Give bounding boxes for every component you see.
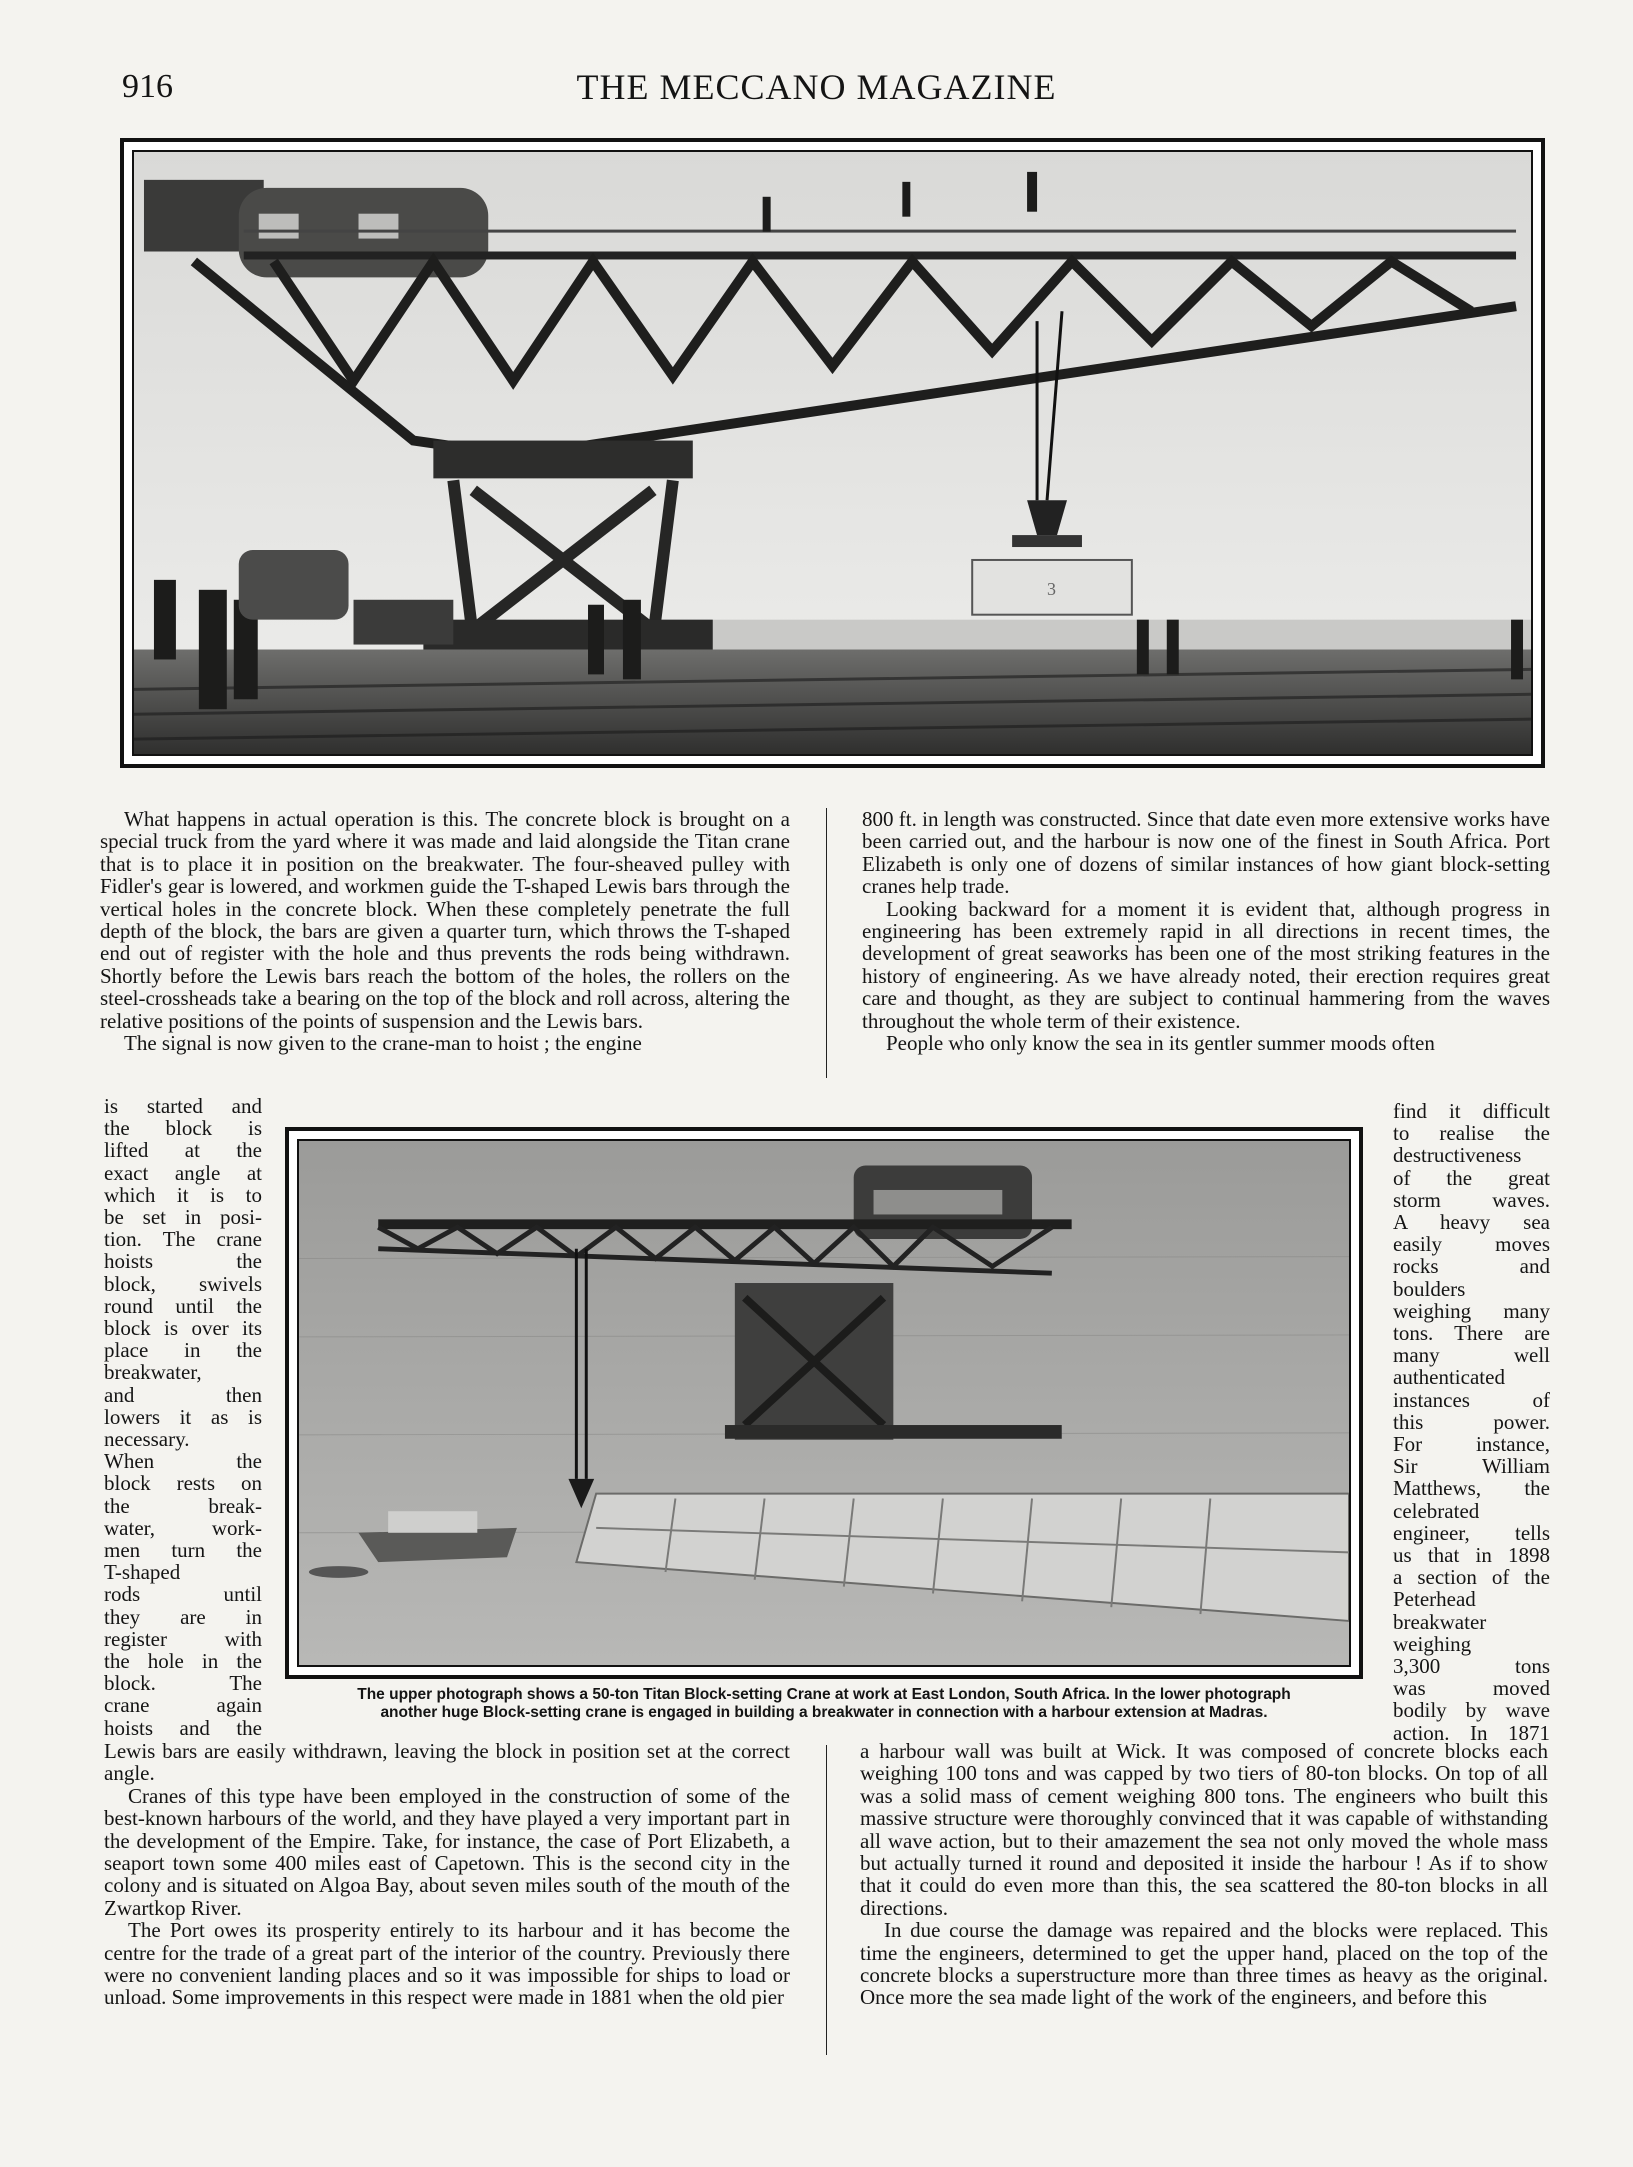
wrap-line: the hole in the	[104, 1649, 262, 1674]
wrap-line: storm waves.	[1393, 1187, 1550, 1212]
column-divider-top	[826, 808, 827, 1078]
wrap-line: T-shaped	[104, 1560, 181, 1585]
paragraph: Lewis bars are easily withdrawn, leaving the block in position set at the correct angle.	[104, 1739, 790, 1786]
wrap-line: the break-	[104, 1493, 262, 1518]
page-number: 916	[122, 68, 173, 105]
wrap-line: breakwater	[1393, 1609, 1487, 1634]
wrap-line: boulders	[1393, 1276, 1466, 1301]
column-1-top-text	[100, 808, 790, 1054]
wrap-line: they are in	[104, 1604, 262, 1629]
upper-photograph	[120, 138, 1545, 768]
wrap-line: Peterhead	[1393, 1587, 1476, 1612]
paragraph: a harbour wall was built at Wick. It was composed of concrete blocks each weighing 100 tons and was capped by two tiers of 80-ton blocks. On top of all was a solid mass of cement weighing 800 tons. The engineers who built this massive structure were thoroughly convinced that it was capable of withstanding all wave action, but to their amazement the sea not only moved the whole mass but actually turned it round and deposited it inside the harbour ! As if to show that it could do even more than this, the sea scattered the 80-ton blocks in all directions.	[860, 1739, 1548, 1920]
wrap-line: Matthews, the	[1393, 1476, 1550, 1501]
wrap-line: block. The	[104, 1671, 262, 1696]
magazine-title: THE MECCANO MAGAZINE	[576, 67, 1057, 107]
paragraph: The signal is now given to the crane-man to hoist ; the engine	[124, 1031, 642, 1056]
wrap-line: rocks and	[1393, 1254, 1550, 1279]
wrap-line: hoists and the	[104, 1715, 262, 1740]
wrap-line: weighing	[1393, 1631, 1472, 1656]
wrap-line: breakwater,	[104, 1360, 202, 1385]
wrap-line: tion. The crane	[104, 1227, 262, 1252]
wrap-line: the block is	[104, 1116, 262, 1141]
wrap-line: exact angle at	[104, 1160, 262, 1185]
wrap-line: round until the	[104, 1293, 262, 1318]
caption-line-1: The upper photograph shows a 50-ton Titan Block-setting Crane at work at East London, South Africa. In the lower photograph	[357, 1686, 1291, 1703]
column-2-bottom-text	[860, 1740, 1548, 2009]
column-2-wrapped-text	[1393, 1100, 1550, 1744]
wrap-line: authenticated	[1393, 1365, 1505, 1390]
wrap-line: block rests on	[104, 1471, 262, 1496]
photo-caption	[285, 1686, 1363, 1722]
titan-crane-illustration	[134, 152, 1531, 754]
wrap-line: action. In 1871	[1393, 1720, 1550, 1745]
wrap-line: lowers it as is	[104, 1404, 262, 1429]
caption-line-2: another huge Block-setting crane is engaged in building a breakwater in connection with a harbour extension at Madras.	[380, 1704, 1268, 1721]
wrap-line: lifted at the	[104, 1138, 262, 1163]
block-number-label: 3	[1047, 578, 1057, 599]
wrap-line: 3,300 tons	[1393, 1654, 1550, 1679]
wrap-line: tons. There are	[1393, 1321, 1550, 1346]
paragraph: The Port owes its prosperity entirely to its harbour and it has become the centre for the trade of a great part of the interior of the country. Previously there were no convenient landing places and so it was impossible for ships to load or unload. Some improvements in this respect were made in 1881 when the old pier	[104, 1918, 790, 2010]
paragraph: 800 ft. in length was constructed. Since that date even more extensive works have been carried out, and the harbour is now one of the finest in South Africa. Port Elizabeth is only one of dozens of similar instances of how giant block-setting cranes help trade.	[862, 807, 1550, 899]
wrap-line: When the	[104, 1449, 262, 1474]
wrap-line: For instance,	[1393, 1432, 1550, 1457]
column-1-wrapped-text	[104, 1095, 262, 1739]
wrap-line: find it difficult	[1393, 1099, 1550, 1123]
wrap-line: engineer, tells	[1393, 1520, 1550, 1545]
wrap-line: and then	[104, 1382, 262, 1407]
column-2-top-text	[862, 808, 1550, 1054]
wrap-line: this power.	[1393, 1409, 1550, 1434]
wrap-line: many well	[1393, 1343, 1550, 1368]
wrap-line: of the great	[1393, 1165, 1550, 1190]
wrap-line: instances of	[1393, 1387, 1550, 1412]
wrap-line: Sir William	[1393, 1454, 1550, 1479]
wrap-line: necessary.	[104, 1427, 190, 1452]
wrap-line: water, work-	[104, 1515, 262, 1540]
wrap-line: weighing many	[1393, 1298, 1550, 1323]
lower-photograph	[285, 1127, 1363, 1679]
wrap-line: which it is to	[104, 1182, 262, 1207]
paragraph: People who only know the sea in its gentler summer moods often	[886, 1031, 1435, 1056]
wrap-line: rods until	[104, 1582, 262, 1607]
wrap-line: block is over its	[104, 1316, 262, 1341]
paragraph: Cranes of this type have been employed in the construction of some of the best-known harbours of the world, and they have played a very important part in the development of the Empire. Take, for instance, the case of Port Elizabeth, a seaport town some 400 miles east of Capetown. This is the second city in the colony and is situated on Algoa Bay, about seven miles south of the mouth of the Zwartkop River.	[104, 1783, 790, 1920]
wrap-line: us that in 1898	[1393, 1543, 1550, 1568]
wrap-line: men turn the	[104, 1538, 262, 1563]
paragraph: Looking backward for a moment it is evident that, although progress in engineering has been extremely rapid in all directions in recent times, the development of great seaworks has been one of the most striking features in the history of engineering. As we have already noted, their erection requires great care and thought, as they are subject to continual hammering from the waves throughout the whole term of their existence.	[862, 896, 1550, 1033]
wrap-line: easily moves	[1393, 1232, 1550, 1257]
column-divider-bottom	[826, 1745, 827, 2055]
wrap-line: celebrated	[1393, 1498, 1480, 1523]
wrap-line: register with	[104, 1626, 262, 1651]
wrap-line: a section of the	[1393, 1565, 1550, 1590]
wrap-line: bodily by wave	[1393, 1698, 1550, 1723]
paragraph: What happens in actual operation is this. The concrete block is brought on a special truck from the yard where it was made and laid alongside the Titan crane that is to place it in position on the breakwater. The four-sheaved pulley with Fidler's gear is lowered, and workmen guide the T-shaped Lewis bars through the vertical holes in the concrete block. When these completely penetrate the full depth of the block, the bars are given a quarter turn, which throws the T-shaped end out of register with the hole and thus prevents the rods being withdrawn. Shortly before the Lewis bars reach the bottom of the holes, the rollers on the steel-crossheads take a bearing on the top of the block and roll across, altering the relative positions of the points of suspension and the Lewis bars.	[100, 807, 790, 1033]
wrap-line: place in the	[104, 1338, 262, 1363]
column-1-bottom-text	[104, 1740, 790, 2009]
wrap-line: to realise the	[1393, 1121, 1550, 1146]
wrap-line: destructiveness	[1393, 1143, 1522, 1168]
wrap-line: is started and	[104, 1094, 262, 1118]
wrap-line: block, swivels	[104, 1271, 262, 1296]
wrap-line: be set in posi-	[104, 1205, 262, 1230]
wrap-line: hoists the	[104, 1249, 262, 1274]
wrap-line: A heavy sea	[1393, 1210, 1550, 1235]
madras-crane-illustration	[299, 1141, 1349, 1665]
wrap-line: was moved	[1393, 1676, 1550, 1701]
paragraph: In due course the damage was repaired and the blocks were replaced. This time the engineers, determined to get the upper hand, placed on the top of the concrete blocks a superstructure more than three times as heavy as the original. Once more the sea made light of the work of the engineers, and before this	[860, 1918, 1548, 2010]
wrap-line: crane again	[104, 1693, 262, 1718]
